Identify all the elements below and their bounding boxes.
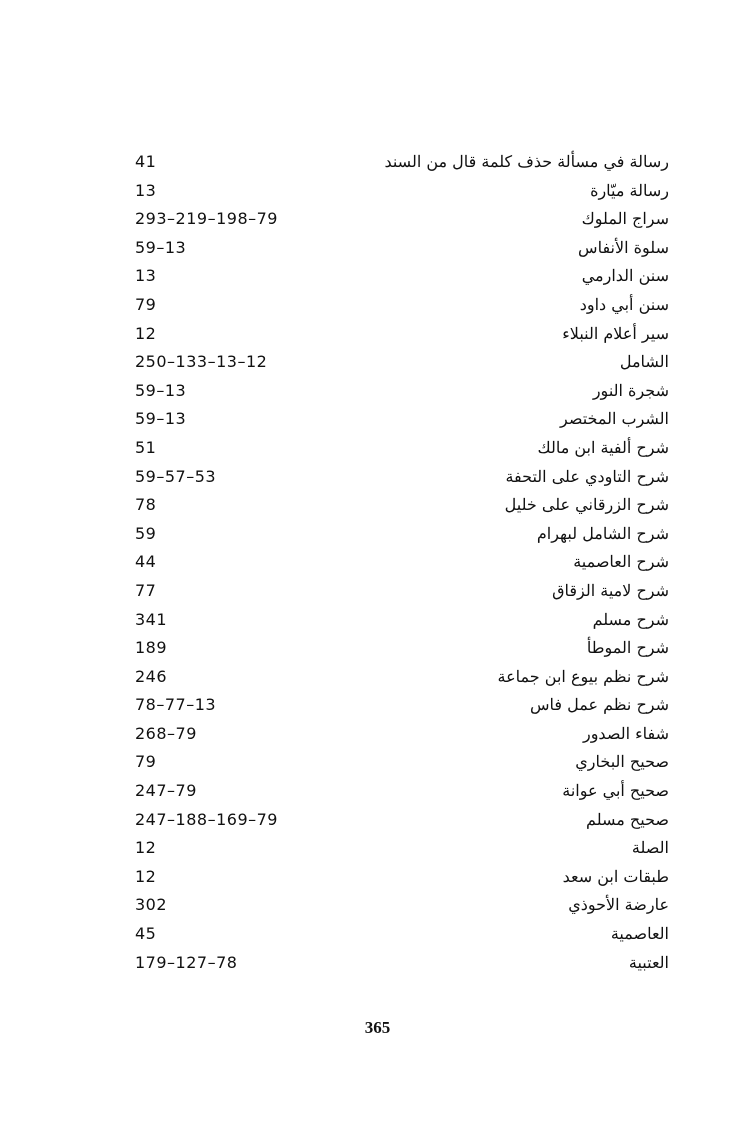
entry-page-numbers: 302 bbox=[135, 895, 168, 915]
index-entry bbox=[0, 491, 755, 520]
page-number: 365 bbox=[364, 1018, 391, 1037]
entry-page-numbers: 79 bbox=[135, 294, 157, 314]
entry-title: رسالة في مسألة حذف كلمة قال من السند bbox=[384, 152, 669, 171]
index-entry bbox=[0, 520, 755, 549]
entry-title: الشامل bbox=[619, 352, 669, 372]
entry-page-numbers: 45 bbox=[135, 924, 157, 944]
index-entry bbox=[0, 863, 755, 892]
entry-title: شرح الزرقاني على خليل bbox=[504, 495, 669, 515]
entry-title: شرح العاصمية bbox=[573, 552, 669, 572]
index-entry bbox=[0, 463, 755, 492]
entry-page-numbers: 268–79 bbox=[135, 723, 197, 743]
entry-page-numbers: 293–219–198–79 bbox=[135, 209, 278, 229]
entry-page-numbers: 179–127–78 bbox=[135, 952, 238, 972]
index-entry bbox=[0, 548, 755, 577]
index-entry bbox=[0, 148, 755, 177]
entry-title: شفاء الصدور bbox=[582, 723, 669, 743]
entry-title: شجرة النور bbox=[592, 380, 669, 400]
entry-title: العتبية bbox=[628, 952, 669, 972]
entry-title: سلوة الأنفاس bbox=[578, 237, 669, 257]
index-entry bbox=[0, 177, 755, 206]
entry-page-numbers: 246 bbox=[135, 666, 168, 686]
entry-page-numbers: 12 bbox=[135, 866, 157, 886]
entry-title: شرح مسلم bbox=[592, 609, 669, 629]
index-entry bbox=[0, 806, 755, 835]
index-entry bbox=[0, 663, 755, 692]
index-entry bbox=[0, 777, 755, 806]
entry-title: شرح التاودي على التحفة bbox=[505, 466, 669, 486]
index-entry bbox=[0, 834, 755, 863]
index-entry bbox=[0, 291, 755, 320]
entry-page-numbers: 12 bbox=[135, 323, 157, 343]
index-entry bbox=[0, 691, 755, 720]
entry-page-numbers: 250–133–13–12 bbox=[135, 352, 268, 372]
entry-title: الصلة bbox=[631, 838, 669, 858]
entry-title: صحيح مسلم bbox=[586, 809, 669, 829]
entry-page-numbers: 77 bbox=[135, 580, 157, 600]
entry-page-numbers: 44 bbox=[135, 552, 157, 572]
entry-title: شرح الموطأ bbox=[586, 638, 669, 658]
entry-page-numbers: 59–57–53 bbox=[135, 466, 217, 486]
entry-title: شرح ألفية ابن مالك bbox=[537, 437, 669, 457]
entry-title: سير أعلام النبلاء bbox=[562, 323, 669, 343]
entry-page-numbers: 247–188–169–79 bbox=[135, 809, 278, 829]
index-entry bbox=[0, 891, 755, 920]
entry-page-numbers: 341 bbox=[135, 609, 168, 629]
entry-page-numbers: 59–13 bbox=[135, 237, 187, 257]
entry-page-numbers: 59–13 bbox=[135, 380, 187, 400]
entry-page-numbers: 189 bbox=[135, 638, 168, 658]
entry-title: صحيح أبي عوانة bbox=[562, 781, 669, 801]
entry-title: الشرب المختصر bbox=[560, 409, 669, 429]
index-entry bbox=[0, 234, 755, 263]
index-entry bbox=[0, 748, 755, 777]
entry-page-numbers: 13 bbox=[135, 266, 157, 286]
entry-page-numbers: 79 bbox=[135, 752, 157, 772]
index-entry bbox=[0, 377, 755, 406]
entry-page-numbers: 78 bbox=[135, 495, 157, 515]
entry-page-numbers: 12 bbox=[135, 838, 157, 858]
entry-title: رسالة ميّارة bbox=[590, 180, 669, 200]
entry-title: عارضة الأحوذي bbox=[568, 895, 669, 915]
entry-page-numbers: 59 bbox=[135, 523, 157, 543]
index-entry bbox=[0, 949, 755, 978]
entry-title: شرح نظم عمل فاس bbox=[529, 695, 669, 715]
index-entry bbox=[0, 205, 755, 234]
index-entry bbox=[0, 320, 755, 349]
index-entry bbox=[0, 720, 755, 749]
entry-page-numbers: 78–77–13 bbox=[135, 695, 217, 715]
index-entry bbox=[0, 634, 755, 663]
entry-title: شرح الشامل لبهرام bbox=[536, 523, 669, 543]
entry-page-numbers: 13 bbox=[135, 180, 157, 200]
index-list bbox=[0, 148, 755, 977]
index-entry bbox=[0, 606, 755, 635]
entry-title: شرح نظم بيوع ابن جماعة bbox=[497, 666, 669, 686]
entry-title: طبقات ابن سعد bbox=[562, 866, 669, 886]
entry-title: سراج الملوك bbox=[581, 209, 669, 229]
entry-page-numbers: 41 bbox=[135, 152, 157, 171]
entry-title: سنن أبي داود bbox=[579, 294, 669, 314]
index-entry bbox=[0, 262, 755, 291]
index-entry bbox=[0, 434, 755, 463]
entry-page-numbers: 51 bbox=[135, 437, 157, 457]
entry-page-numbers: 59–13 bbox=[135, 409, 187, 429]
index-entry bbox=[0, 920, 755, 949]
entry-title: سنن الدارمي bbox=[581, 266, 669, 286]
entry-title: العاصمية bbox=[610, 924, 669, 944]
entry-title: شرح لامية الزقاق bbox=[552, 580, 669, 600]
entry-title: صحيح البخاري bbox=[575, 752, 669, 772]
index-entry bbox=[0, 577, 755, 606]
index-entry bbox=[0, 348, 755, 377]
index-entry bbox=[0, 405, 755, 434]
entry-page-numbers: 247–79 bbox=[135, 781, 197, 801]
